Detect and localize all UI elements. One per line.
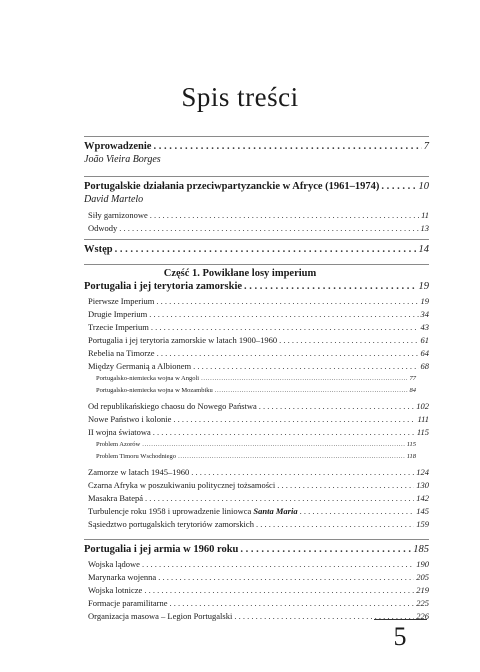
- toc-entry: Od republikańskiego chaosu do Nowego Państwa . . . 102: [88, 401, 429, 411]
- toc-entry: Wojska lądowe . . . 190: [88, 559, 429, 569]
- toc-entry: Wojska lotnicze . . . 219: [88, 585, 429, 595]
- toc-entry: Organizacja masowa – Legion Portugalski . . . 226: [88, 611, 429, 621]
- toc-entry: Rebelia na Timorze . . . 64: [88, 348, 429, 358]
- toc-author: João Vieira Borges: [84, 154, 161, 165]
- section-divider: [84, 136, 429, 137]
- toc-entry: Marynarka wojenna . . . 205: [88, 572, 429, 582]
- toc-entry: Portugalskie działania przeciwpartyzanckie w Afryce (1961–1974) . . . 10: [84, 181, 429, 192]
- part-heading: Część 1. Powikłane losy imperium: [163, 268, 317, 279]
- toc-author: David Martelo: [84, 194, 144, 205]
- section-divider: [84, 239, 429, 240]
- page-number-rule: [374, 619, 427, 620]
- page-number: 5: [393, 622, 407, 651]
- section-divider: [84, 539, 429, 540]
- toc-entry: Portugalsko-niemiecka wojna w Angoli . . . 77: [96, 375, 416, 382]
- toc-entry: Portugalsko-niemiecka wojna w Mozambiku . . . 84: [96, 387, 416, 394]
- toc-entry: Wprowadzenie . . . 7: [84, 141, 429, 152]
- toc-entry: Między Germanią a Albionem . . . 68: [88, 361, 429, 371]
- toc-entry: Problem Azorów . . . 115: [96, 441, 416, 448]
- toc-entry: Pierwsze Imperium . . . 19: [88, 296, 429, 306]
- page-title: Spis treści: [181, 82, 299, 112]
- toc-entry: II wojna światowa . . . 115: [88, 427, 429, 437]
- toc-entry: Portugalia i jej terytoria zamorskie w latach 1900–1960 . . . 61: [88, 335, 429, 345]
- toc-entry: Odwody . . . 13: [88, 223, 429, 233]
- toc-entry: Masakra Batepá . . . 142: [88, 493, 429, 503]
- toc-entry: Drugie Imperium . . . 34: [88, 309, 429, 319]
- toc-entry: Trzecie Imperium . . . 43: [88, 322, 429, 332]
- section-divider: [84, 176, 429, 177]
- toc-entry: Sąsiedztwo portugalskich terytoriów zamorskich . . . 159: [88, 519, 429, 529]
- toc-entry: Formacje paramilitarne . . . 225: [88, 598, 429, 608]
- toc-entry: Siły garnizonowe . . . 11: [88, 210, 429, 220]
- toc-entry: Zamorze w latach 1945–1960 . . . 124: [88, 467, 429, 477]
- toc-entry: Nowe Państwo i kolonie . . . 111: [88, 414, 429, 424]
- toc-entry: Portugalia i jej armia w 1960 roku . . . 185: [84, 544, 429, 555]
- toc-entry: Wstęp . . . 14: [84, 244, 429, 255]
- toc-entry: Czarna Afryka w poszukiwaniu politycznej tożsamości . . . 130: [88, 480, 429, 490]
- section-divider: [84, 264, 429, 265]
- toc-entry: Turbulencje roku 1958 i uprowadzenie liniowca Santa Maria . . . 145: [88, 506, 429, 516]
- toc-entry: Portugalia i jej terytoria zamorskie . . . 19: [84, 281, 429, 292]
- toc-entry: Problem Timoru Wschodniego . . . 118: [96, 453, 416, 460]
